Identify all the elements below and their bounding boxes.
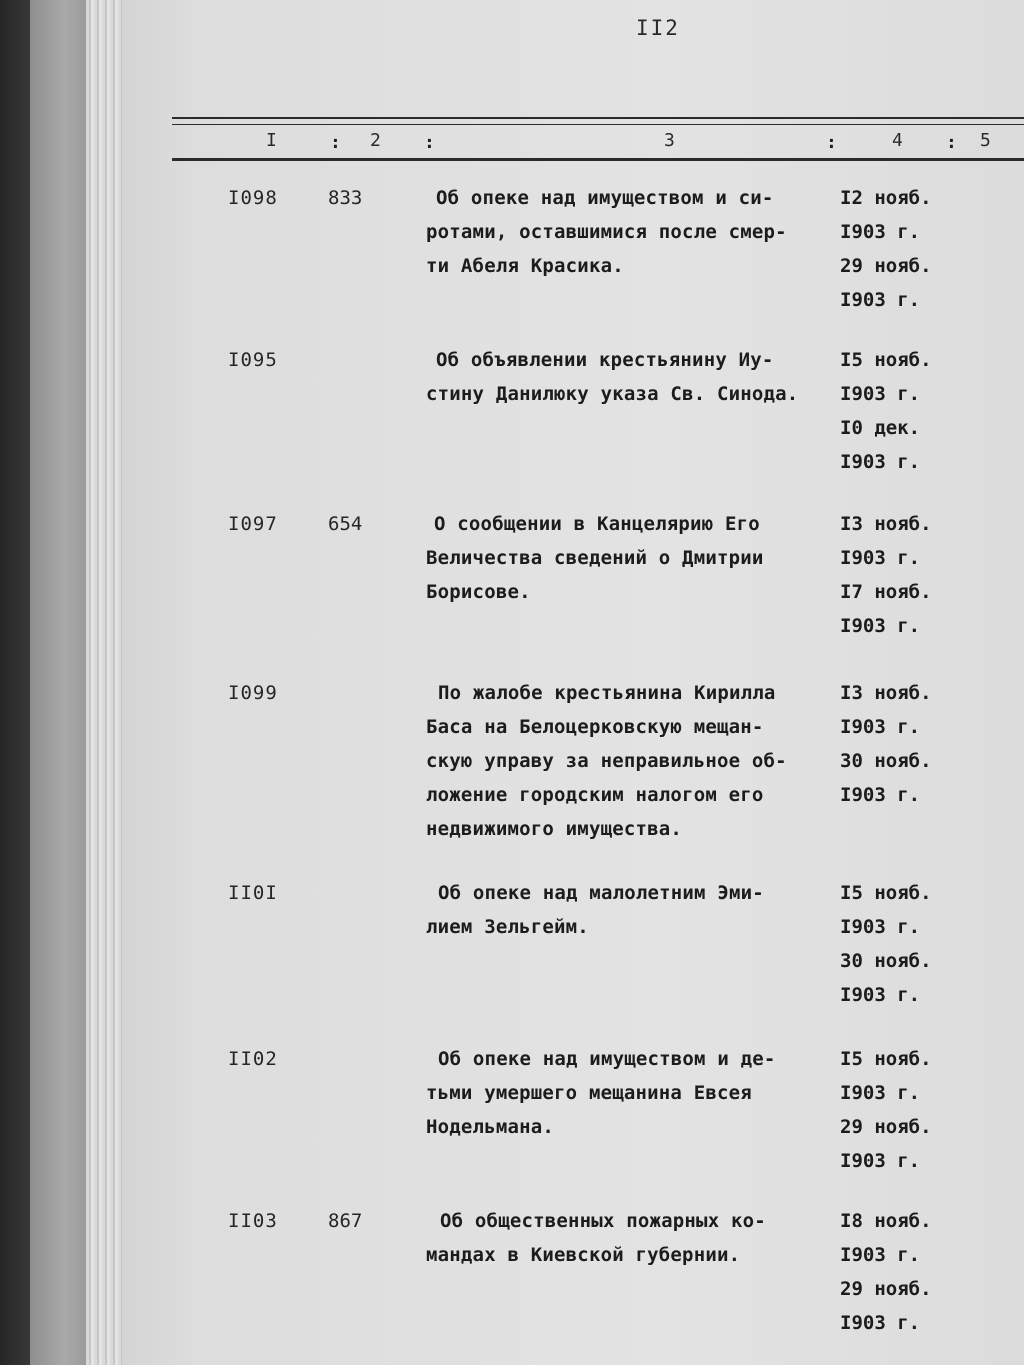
entry-date-line: I3 нояб. (840, 513, 932, 535)
table-header-rule-bottom (172, 158, 1024, 161)
entry-number: II03 (228, 1210, 278, 1232)
entry-text-line: Об общественных пожарных ко- (440, 1210, 766, 1232)
page-number: II2 (636, 16, 680, 40)
entry-text-line: Величества сведений о Дмитрии (426, 547, 764, 569)
entry-date-line: I903 г. (840, 784, 921, 806)
entry-text-line: мандах в Киевской губернии. (426, 1244, 741, 1266)
entry-date-line: I903 г. (840, 1082, 921, 1104)
entry-date-line: I903 г. (840, 1244, 921, 1266)
table-header-rule-top-thin (172, 124, 1024, 125)
entry-reference: 654 (328, 513, 363, 535)
entry-number: II0I (228, 882, 278, 904)
entry-text-line: Об опеке над малолетним Эми- (438, 882, 764, 904)
entry-date-line: I903 г. (840, 716, 921, 738)
entry-text-line: тьми умершего мещанина Евсея (426, 1082, 752, 1104)
entry-text-line: Баса на Белоцерковскую мещан- (426, 716, 764, 738)
entry-date-line: I903 г. (840, 1312, 921, 1334)
entry-date-line: I903 г. (840, 984, 921, 1006)
entry-date-line: I903 г. (840, 547, 921, 569)
column-header-2: 2 (370, 130, 381, 151)
entry-text-line: Об опеке над имуществом и де- (438, 1048, 776, 1070)
entry-text-line: ротами, оставшимися после смер- (426, 221, 787, 243)
entry-date-line: I0 дек. (840, 417, 921, 439)
entry-date-line: 29 нояб. (840, 255, 932, 277)
entry-number: II02 (228, 1048, 278, 1070)
column-separator: : (330, 132, 341, 153)
entry-date-line: 29 нояб. (840, 1278, 932, 1300)
entry-text-line: стину Данилюку указа Св. Синода. (426, 383, 799, 405)
entry-number: I098 (228, 187, 278, 209)
entry-date-line: I5 нояб. (840, 882, 932, 904)
entry-text-line: Нодельмана. (426, 1116, 555, 1138)
entry-date-line: I903 г. (840, 289, 921, 311)
entry-number: I099 (228, 682, 278, 704)
entry-number: I095 (228, 349, 278, 371)
entry-date-line: I903 г. (840, 1150, 921, 1172)
entry-number: I097 (228, 513, 278, 535)
entry-text-line: Об объявлении крестьянину Иу- (436, 349, 774, 371)
column-header-4: 4 (892, 130, 903, 151)
column-separator: : (946, 132, 957, 153)
page-stack-edges (86, 0, 126, 1365)
entry-date-line: I903 г. (840, 451, 921, 473)
entry-date-line: I3 нояб. (840, 682, 932, 704)
entry-text-line: ложение городским налогом его (426, 784, 764, 806)
entry-text-line: скую управу за неправильное об- (426, 750, 787, 772)
entry-text-line: О сообщении в Канцелярию Его (434, 513, 760, 535)
entry-date-line: 30 нояб. (840, 950, 932, 972)
binding-card (30, 0, 88, 1365)
entry-text-line: ти Абеля Красика. (426, 255, 624, 277)
column-header-3: 3 (664, 130, 675, 151)
entry-text-line: недвижимого имущества. (426, 818, 683, 840)
entry-date-line: 29 нояб. (840, 1116, 932, 1138)
entry-date-line: I903 г. (840, 221, 921, 243)
entry-date-line: I2 нояб. (840, 187, 932, 209)
entry-text-line: лием Зельгейм. (426, 916, 589, 938)
table-header-rule-top (172, 117, 1024, 119)
entry-date-line: I7 нояб. (840, 581, 932, 603)
entry-text-line: По жалобе крестьянина Кирилла (438, 682, 776, 704)
entry-date-line: I8 нояб. (840, 1210, 932, 1232)
entry-text-line: Об опеке над имуществом и си- (436, 187, 774, 209)
column-separator: : (424, 132, 435, 153)
entry-reference: 833 (328, 187, 363, 209)
entry-date-line: I903 г. (840, 615, 921, 637)
entry-date-line: I903 г. (840, 916, 921, 938)
entry-date-line: I903 г. (840, 383, 921, 405)
entry-date-line: I5 нояб. (840, 1048, 932, 1070)
entry-text-line: Борисове. (426, 581, 531, 603)
entry-date-line: I5 нояб. (840, 349, 932, 371)
column-header-1: I (266, 130, 277, 151)
column-separator: : (826, 132, 837, 153)
entry-date-line: 30 нояб. (840, 750, 932, 772)
entry-reference: 867 (328, 1210, 363, 1232)
column-header-5: 5 (980, 130, 991, 151)
